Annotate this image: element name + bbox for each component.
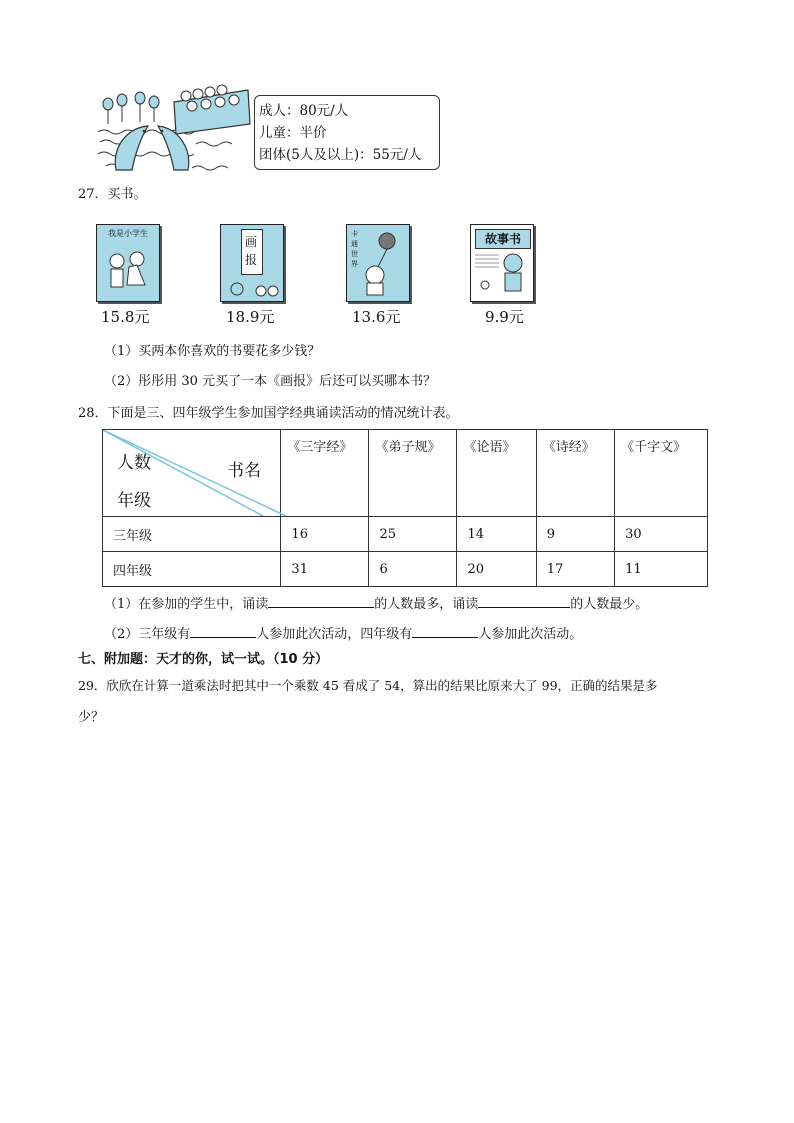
balloon-cartoon-icon [347, 225, 409, 301]
book-cover-4 [470, 224, 534, 302]
table-row [103, 517, 708, 552]
table-cell: 16 [281, 517, 369, 552]
book-cover-2 [220, 224, 284, 302]
q29-line-1: 29．欣欣在计算一道乘法时把其中一个乘数 45 看成了 54，算出的结果比原来大了 99，正确的结果是多 [78, 678, 658, 693]
table-cell: 11 [615, 552, 708, 587]
book-price-4: 9.9元 [485, 308, 524, 326]
book-price-3: 13.6元 [352, 308, 401, 326]
section-7-heading: 七、附加题：天才的你，试一试。（10 分） [78, 652, 329, 667]
book-cover-title: 我是小学生 [108, 229, 148, 238]
q27-title: 27．买书。 [78, 187, 147, 202]
q29-line-2: 少？ [78, 710, 105, 725]
column-header: 《弟子规》 [369, 430, 457, 517]
table-row [103, 552, 708, 587]
table-cell: 30 [615, 517, 708, 552]
q28-title: 28．下面是三、四年级学生参加国学经典诵读活动的情况统计表。 [78, 406, 459, 421]
reading-statistics-table [102, 429, 708, 587]
group-price: 团体(5人及以上)：55元/人 [259, 147, 422, 163]
column-header: 《论语》 [457, 430, 536, 517]
children-picture-icon [97, 239, 159, 299]
q28-sub1-part-c: 的人数最少。 [570, 597, 649, 612]
dolphin-show-drawing [96, 84, 254, 176]
bike-picture-icon [221, 273, 283, 299]
book-cover-3 [346, 224, 410, 302]
boy-cartoon-icon [471, 249, 533, 301]
child-price: 儿童：半价 [259, 125, 327, 141]
column-header: 《千字文》 [615, 430, 708, 517]
table-cell: 25 [369, 517, 457, 552]
book-cover-title: 卡通世界 [351, 230, 358, 268]
table-header-row [103, 430, 708, 517]
table-cell: 31 [281, 552, 369, 587]
corner-label-grade: 年级 [117, 491, 151, 511]
corner-label-count: 人数 [117, 453, 151, 473]
book-price-2: 18.9元 [226, 308, 275, 326]
q28-sub1-part-a: （1）在参加的学生中，诵读 [104, 597, 269, 612]
table-corner-cell [103, 430, 281, 517]
answer-blank-least[interactable] [478, 594, 570, 608]
table-cell: 20 [457, 552, 536, 587]
table-cell: 17 [536, 552, 614, 587]
table-cell: 9 [536, 517, 614, 552]
row-grade-label: 四年级 [103, 552, 281, 587]
q27-subquestion-2: （2）彤彤用 30 元买了一本《画报》后还可以买哪本书？ [104, 374, 437, 389]
book-cover-title: 故事书 [475, 229, 531, 249]
answer-blank-most[interactable] [268, 594, 374, 608]
adult-price: 成人：80元/人 [259, 103, 349, 119]
q28-subquestion-2 [104, 624, 582, 643]
q28-sub2-part-b: 人参加此次活动，四年级有 [256, 627, 413, 642]
q28-subquestion-1 [104, 594, 648, 613]
column-header: 《三字经》 [281, 430, 369, 517]
q28-sub1-part-b: 的人数最多，诵读 [374, 597, 479, 612]
corner-label-book: 书名 [227, 461, 261, 481]
answer-blank-grade4[interactable] [412, 624, 478, 638]
dolphin-show-illustration [96, 84, 254, 176]
q27-subquestion-1: （1）买两本你喜欢的书要花多少钱？ [104, 344, 321, 359]
book-cover-title: 画报 [244, 235, 257, 267]
table-cell: 14 [457, 517, 536, 552]
table-cell: 6 [369, 552, 457, 587]
ticket-price-notice [254, 95, 440, 170]
answer-blank-grade3[interactable] [190, 624, 256, 638]
q28-sub2-part-c: 人参加此次活动。 [478, 627, 583, 642]
row-grade-label: 三年级 [103, 517, 281, 552]
book-price-1: 15.8元 [101, 308, 150, 326]
book-cover-1 [96, 224, 160, 302]
column-header: 《诗经》 [536, 430, 614, 517]
q28-sub2-part-a: （2）三年级有 [104, 627, 191, 642]
